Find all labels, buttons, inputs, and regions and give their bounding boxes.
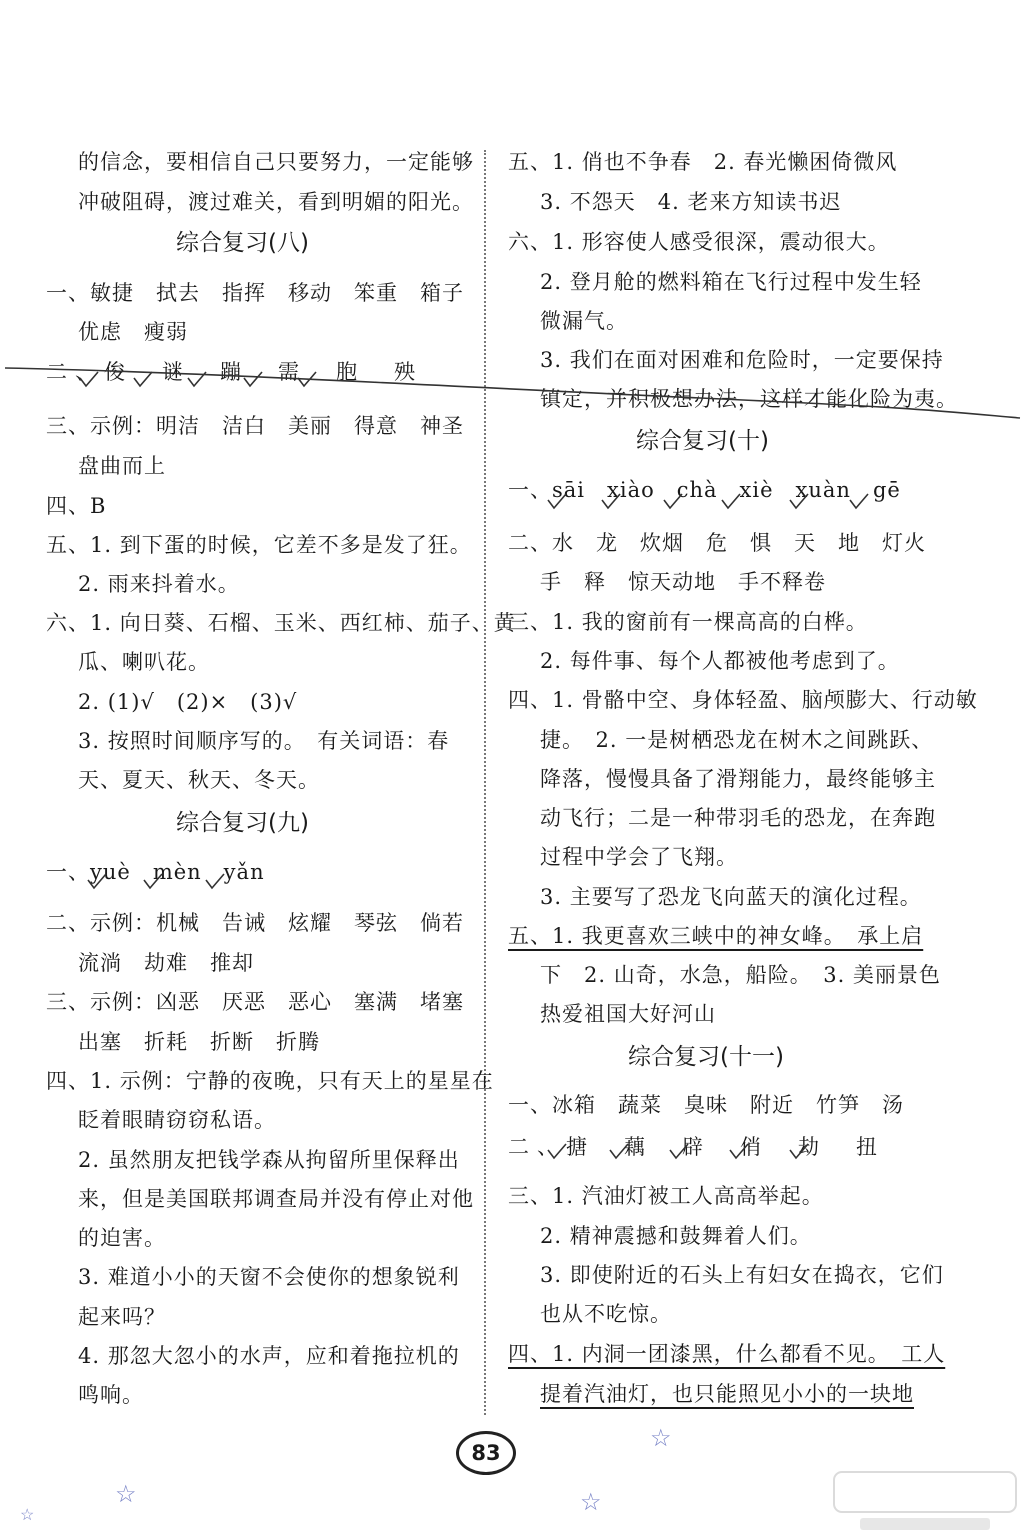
answer-line: 3. 我们在面对困难和危险时，一定要保持 [540, 348, 944, 372]
check-mark [144, 874, 162, 888]
answer-line: 微漏气。 [540, 309, 628, 333]
answer-line: 提着汽油灯，也只能照见小小的一块地 [540, 1382, 914, 1406]
answer-line: 三、1. 汽油灯被工人高高举起。 [508, 1184, 824, 1208]
answer-line: 眨着眼睛窃窃私语。 [78, 1108, 276, 1132]
answer-line: 优虑 瘦弱 [78, 320, 188, 344]
answer-line: 起来吗？ [78, 1305, 166, 1329]
check-mark [88, 874, 106, 888]
answer-line: 2. 精神震撼和鼓舞着人们。 [540, 1224, 812, 1248]
answer-line: 3. 不怨天 4. 老来方知读书迟 [540, 190, 842, 214]
answer-line: 盘曲而上 [78, 454, 166, 478]
answer-line: 2. 登月舱的燃料箱在飞行过程中发生轻 [540, 270, 922, 294]
answer-line: 四、1. 内洞一团漆黑，什么都看不见。 工人 [508, 1342, 946, 1366]
check-mark [850, 494, 868, 508]
answer-line: 鸣响。 [78, 1383, 144, 1407]
check-mark [670, 1144, 688, 1158]
answer-line: 镇定，并积极想办法，这样才能化险为夷。 [540, 387, 958, 411]
answer-line: 2. 雨来抖着水。 [78, 572, 240, 596]
answer-line: 降落，慢慢具备了滑翔能力，最终能够主 [540, 767, 936, 791]
answer-line: 四、1. 骨骼中空、身体轻盈、脑颅膨大、行动敏 [508, 688, 978, 712]
answer-line: 动飞行；二是一种带羽毛的恐龙，在奔跑 [540, 806, 936, 830]
answer-line: 2. 虽然朋友把钱学森从拘留所里保释出 [78, 1148, 460, 1172]
page-number: 83 [456, 1431, 516, 1475]
answer-line: 也从不吃惊。 [540, 1302, 672, 1326]
answer-line: 出塞 折耗 折断 折腾 [78, 1030, 320, 1054]
answer-line: 瓜、喇叭花。 [78, 650, 210, 674]
check-mark [80, 372, 98, 386]
answer-line: 天、夏天、秋天、冬天。 [78, 768, 320, 792]
answer-line: 五、1. 俏也不争春 2. 春光懒困倚微风 [508, 150, 898, 174]
star-icon: ☆ [650, 1424, 672, 1452]
answer-line: 流淌 劫难 推却 [78, 951, 254, 975]
answer-line: 3. 难道小小的天窗不会使你的想象锐利 [78, 1265, 460, 1289]
answer-line: 下 2. 山奇，水急，船险。 3. 美丽景色 [540, 963, 941, 987]
answer-line: 五、1. 我更喜欢三峡中的神女峰。 承上启 [508, 924, 924, 948]
section-title: 综合复习(十) [636, 428, 769, 454]
answer-line: 3. 按照时间顺序写的。 有关词语：春 [78, 729, 450, 753]
answer-line: 四、B [46, 494, 107, 518]
answer-line: 三、示例：明洁 洁白 美丽 得意 神圣 [46, 414, 464, 438]
section-title: 综合复习(九) [176, 810, 309, 836]
answer-line: 五、1. 到下蛋的时候，它差不多是发了狂。 [46, 533, 472, 557]
answer-line: 一、冰箱 蔬菜 臭味 附近 竹笋 汤 [508, 1093, 904, 1117]
check-mark [244, 372, 262, 386]
answer-line: 手 释 惊天动地 手不释卷 [540, 570, 826, 594]
answer-line: 三、1. 我的窗前有一棵高高的白桦。 [508, 610, 868, 634]
section-title: 综合复习(八) [176, 230, 309, 256]
answer-line: 六、1. 形容使人感受很深，震动很大。 [508, 230, 890, 254]
check-mark [548, 1144, 566, 1158]
answer-line: 的迫害。 [78, 1226, 166, 1250]
check-mark [722, 494, 740, 508]
star-icon: ☆ [580, 1488, 602, 1516]
answer-line: 2. (1)√ (2)× (3)√ [78, 690, 298, 714]
answer-line: 过程中学会了飞翔。 [540, 845, 738, 869]
check-mark [610, 1144, 628, 1158]
answer-line: 三、示例：凶恶 厌恶 恶心 塞满 堵塞 [46, 990, 464, 1014]
check-mark [664, 494, 682, 508]
answer-line: 2. 每件事、每个人都被他考虑到了。 [540, 649, 900, 673]
check-mark [548, 494, 566, 508]
star-icon: ☆ [20, 1505, 35, 1524]
check-mark [134, 372, 152, 386]
answer-line: 四、1. 示例：宁静的夜晚，只有天上的星星在 [46, 1069, 494, 1093]
check-mark [602, 494, 620, 508]
check-marks [80, 372, 868, 1158]
answer-line: 4. 那忽大忽小的水声，应和着拖拉机的 [78, 1344, 460, 1368]
answer-line: 3. 主要写了恐龙飞向蓝天的演化过程。 [540, 885, 922, 909]
answer-line: 二、示例：机械 告诫 炫耀 琴弦 倘若 [46, 911, 464, 935]
answer-line: 二、搪 藕 辟 俏 劫 扭 [508, 1135, 885, 1159]
check-mark [206, 874, 224, 888]
check-mark [790, 494, 808, 508]
pen-stroke-line [5, 368, 1020, 418]
check-mark [790, 1144, 808, 1158]
watermark-logo [830, 1468, 1020, 1534]
answer-line: 热爱祖国大好河山 [540, 1002, 716, 1026]
check-mark [730, 1144, 748, 1158]
answer-line: 来，但是美国联邦调查局并没有停止对他 [78, 1187, 474, 1211]
answer-line: 二、水 龙 炊烟 危 惧 天 地 灯火 [508, 531, 926, 555]
answer-line: 一、yuè mèn yǎn [46, 860, 265, 884]
answer-line: 3. 即使附近的石头上有妇女在捣衣，它们 [540, 1263, 944, 1287]
section-title: 综合复习(十一) [628, 1044, 784, 1070]
answer-line: 一、sāi xiào chà xiè xuàn gē [508, 478, 901, 502]
answer-line: 二、俊 谜 蹦 需 胞 殃 [46, 360, 423, 384]
answer-line: 捷。 2. 一是树栖恐龙在树木之间跳跃、 [540, 728, 934, 752]
answer-line: 的信念，要相信自己只要努力，一定能够 [78, 150, 474, 174]
answer-line: 一、敏捷 拭去 指挥 移动 笨重 箱子 [46, 281, 464, 305]
answer-line: 六、1. 向日葵、石榴、玉米、西红柿、茄子、黄 [46, 611, 516, 635]
answer-line: 冲破阻碍，渡过难关，看到明媚的阳光。 [78, 190, 474, 214]
star-icon: ☆ [115, 1480, 137, 1508]
